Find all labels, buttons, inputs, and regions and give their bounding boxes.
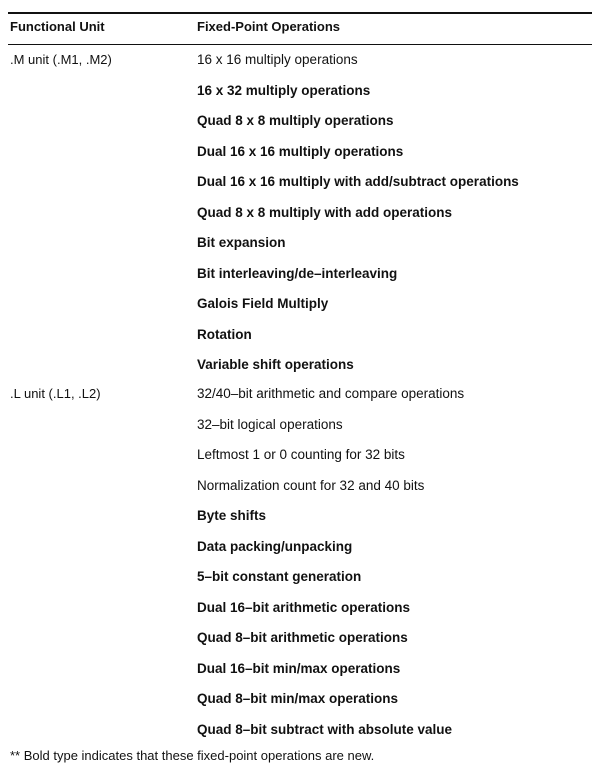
- operation-item: Rotation: [197, 326, 252, 342]
- table-top-rule: [8, 12, 592, 14]
- operation-item: Quad 8 x 8 multiply operations: [197, 113, 394, 128]
- operation-item: Galois Field Multiply: [197, 296, 329, 311]
- operation-item: 32/40–bit arithmetic and compare operations: [197, 386, 465, 401]
- unit-label-l: .L unit (.L1, .L2): [10, 386, 101, 401]
- operation-item: 5–bit constant generation: [197, 569, 362, 584]
- header-functional-unit: Functional Unit: [10, 19, 105, 34]
- operation-item: Quad 8–bit min/max operations: [197, 691, 399, 706]
- operation-item: Quad 8–bit subtract with absolute value: [197, 721, 453, 737]
- operation-item: 16 x 32 multiply operations: [197, 82, 371, 98]
- operation-item: 16 x 16 multiply operations: [197, 52, 358, 67]
- operation-item: Byte shifts: [197, 508, 267, 523]
- header-rule: [8, 44, 592, 45]
- operation-item: Quad 8–bit arithmetic operations: [197, 630, 408, 645]
- operation-item: Data packing/unpacking: [197, 538, 353, 554]
- operation-item: Bit expansion: [197, 235, 286, 250]
- operation-item: Dual 16 x 16 multiply with add/subtract operations: [197, 174, 519, 189]
- operation-item: Normalization count for 32 and 40 bits: [197, 477, 425, 493]
- operation-item: Quad 8 x 8 multiply with add operations: [197, 204, 453, 220]
- operation-item: Variable shift operations: [197, 357, 354, 372]
- operation-item: Leftmost 1 or 0 counting for 32 bits: [197, 447, 405, 462]
- operation-item: Dual 16–bit min/max operations: [197, 660, 401, 676]
- operation-item: Dual 16 x 16 multiply operations: [197, 143, 404, 159]
- footnote: ** Bold type indicates that these fixed-point operations are new.: [10, 748, 375, 763]
- operation-item: Dual 16–bit arithmetic operations: [197, 599, 411, 615]
- operation-item: Bit interleaving/de–interleaving: [197, 265, 398, 281]
- operation-item: 32–bit logical operations: [197, 416, 343, 432]
- header-fixed-point-operations: Fixed-Point Operations: [197, 19, 341, 34]
- unit-label-m: .M unit (.M1, .M2): [10, 52, 112, 67]
